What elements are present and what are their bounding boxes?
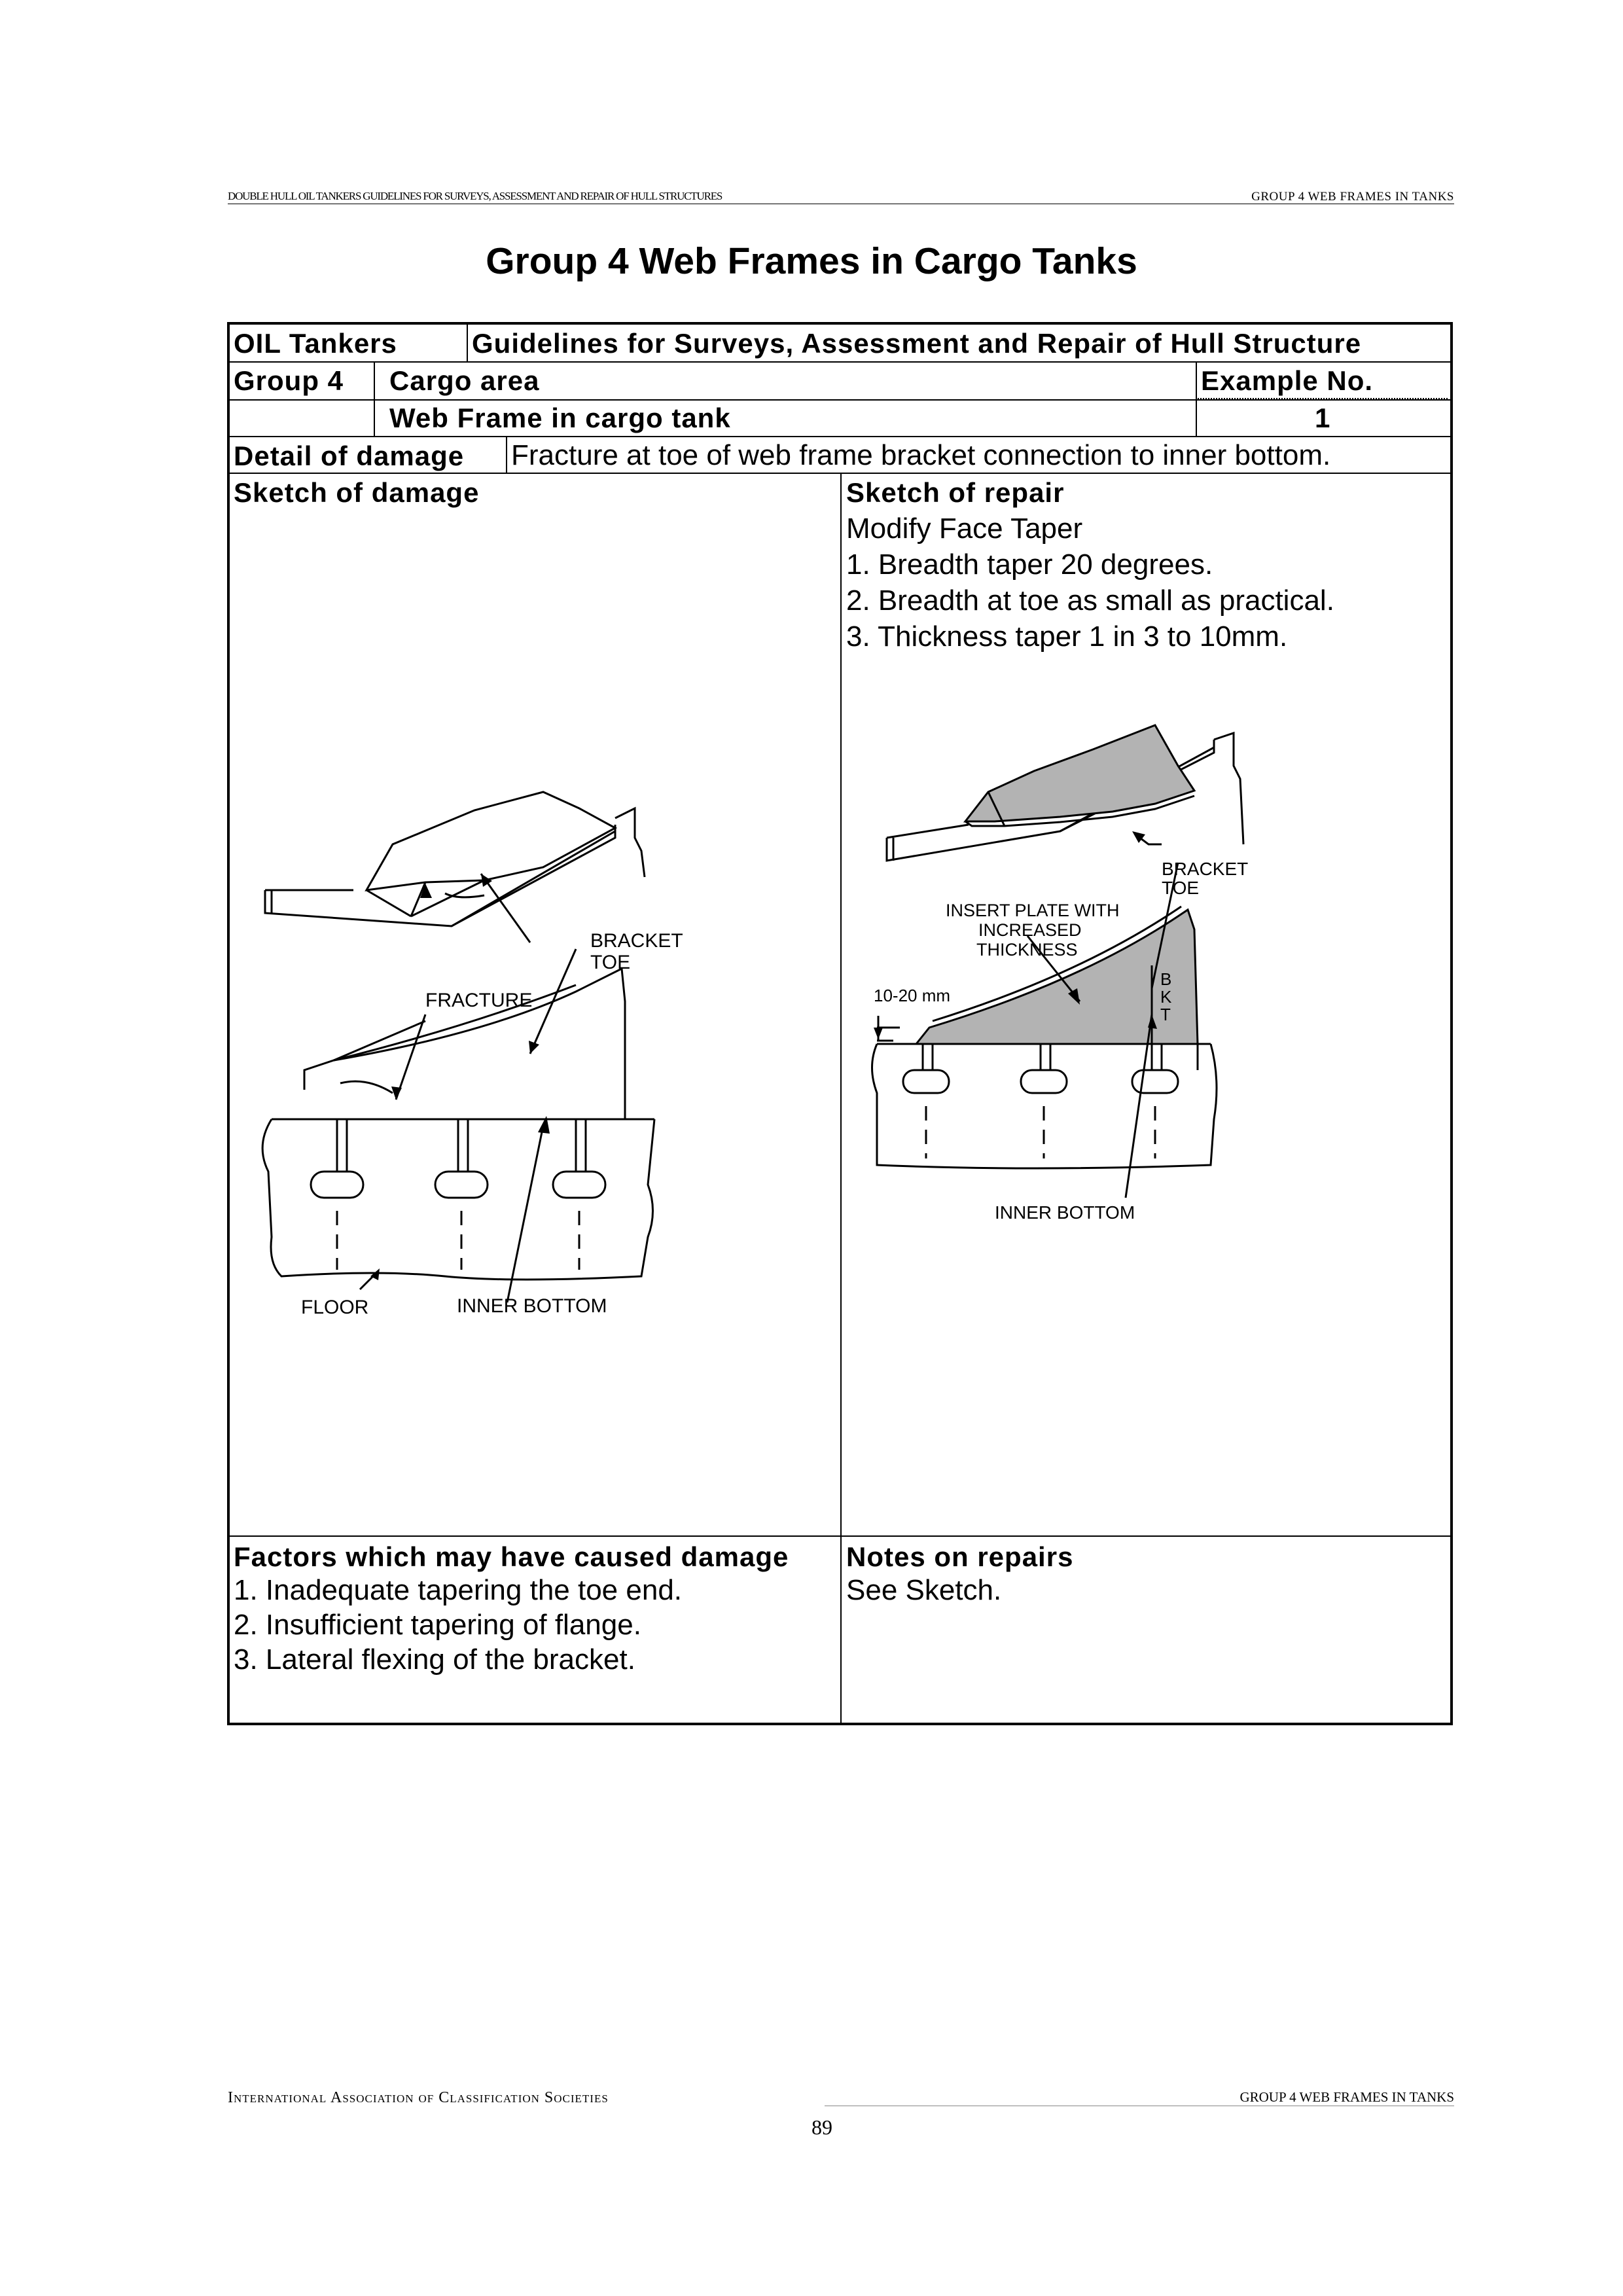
label-fracture: FRACTURE (425, 990, 533, 1011)
cell-detail-label: Detail of damage (234, 440, 465, 471)
col-rule (1196, 361, 1197, 436)
cell-example-label: Example No. (1201, 365, 1374, 396)
page-title: Group 4 Web Frames in Cargo Tanks (486, 240, 1137, 282)
repair-item-1: 1. Breadth taper 20 degrees. (846, 548, 1213, 581)
label-toe: TOE (1162, 878, 1200, 898)
label-floor: FLOOR (301, 1297, 369, 1318)
lower-bracket (304, 969, 622, 1090)
sketch-damage-label: Sketch of damage (234, 477, 480, 508)
label-bracket: BRACKET (1162, 859, 1249, 879)
label-toe: TOE (590, 952, 631, 973)
col-rule (374, 361, 375, 436)
col-rule (840, 473, 842, 1723)
label-inner-bottom: INNER BOTTOM (995, 1202, 1135, 1223)
notes-label: Notes on repairs (846, 1541, 1074, 1572)
arrowhead (529, 1041, 539, 1054)
flat-bar-outline (265, 825, 615, 926)
cell-group: Group 4 (234, 365, 344, 396)
page-number: 89 (812, 2115, 832, 2139)
label-gap: 10-20 mm (874, 986, 951, 1005)
row-rule (230, 399, 1450, 401)
repair-item-2: 2. Breadth at toe as small as practical. (846, 584, 1334, 617)
arrowhead (874, 1028, 883, 1039)
bracket-face (366, 792, 615, 890)
label-insert-1: INSERT PLATE WITH (946, 901, 1120, 920)
running-header-left: DOUBLE HULL OIL TANKERS GUIDELINES FOR SURVEYS, ASSESSMENT AND REPAIR OF HULL STRUCTURES (228, 190, 722, 202)
col-rule (467, 325, 468, 361)
cell-detail-value: Fracture at toe of web frame bracket connection to inner bottom. (511, 439, 1331, 471)
label-insert-3: THICKNESS (976, 940, 1078, 960)
cell-location: Web Frame in cargo tank (389, 403, 731, 433)
label-bkt-k: K (1160, 987, 1172, 1007)
label-insert-2: INCREASED (978, 920, 1082, 940)
notes-text: See Sketch. (846, 1574, 1002, 1606)
floor-slots (311, 1119, 605, 1198)
arrowhead (391, 1086, 402, 1100)
col-rule (506, 436, 507, 473)
factors-label: Factors which may have caused damage (234, 1541, 789, 1572)
footer-right: GROUP 4 WEB FRAMES IN TANKS (1240, 2089, 1454, 2105)
cell-example-no: 1 (1315, 403, 1331, 433)
factor-3: 3. Lateral flexing of the bracket. (234, 1643, 635, 1676)
cell-oil-tankers: OIL Tankers (234, 328, 397, 359)
label-bkt-b: B (1160, 969, 1172, 989)
factor-2: 2. Insufficient tapering of flange. (234, 1609, 641, 1641)
cell-area: Cargo area (389, 365, 540, 396)
repair-title: Modify Face Taper (846, 512, 1083, 545)
repair-item-3: 3. Thickness taper 1 in 3 to 10mm. (846, 620, 1288, 653)
row-rule (230, 361, 1450, 363)
cell-guidelines: Guidelines for Surveys, Assessment and Repair of Hull Structure (472, 328, 1362, 359)
arrowhead (481, 874, 492, 887)
factor-1: 1. Inadequate tapering the toe end. (234, 1574, 683, 1606)
label-bracket: BRACKET (590, 930, 683, 952)
footer-left: International Association of Classification Societies (228, 2089, 609, 2106)
label-inner-bottom: INNER BOTTOM (457, 1295, 607, 1317)
sketch-repair-label: Sketch of repair (846, 477, 1065, 508)
row-rule (230, 436, 1450, 437)
example-dotted-rule (1196, 398, 1448, 399)
running-header-right: GROUP 4 WEB FRAMES IN TANKS (1251, 190, 1454, 204)
damage-sketch (249, 753, 683, 1335)
repair-sketch (864, 713, 1270, 1250)
label-bkt-t: T (1160, 1005, 1171, 1024)
